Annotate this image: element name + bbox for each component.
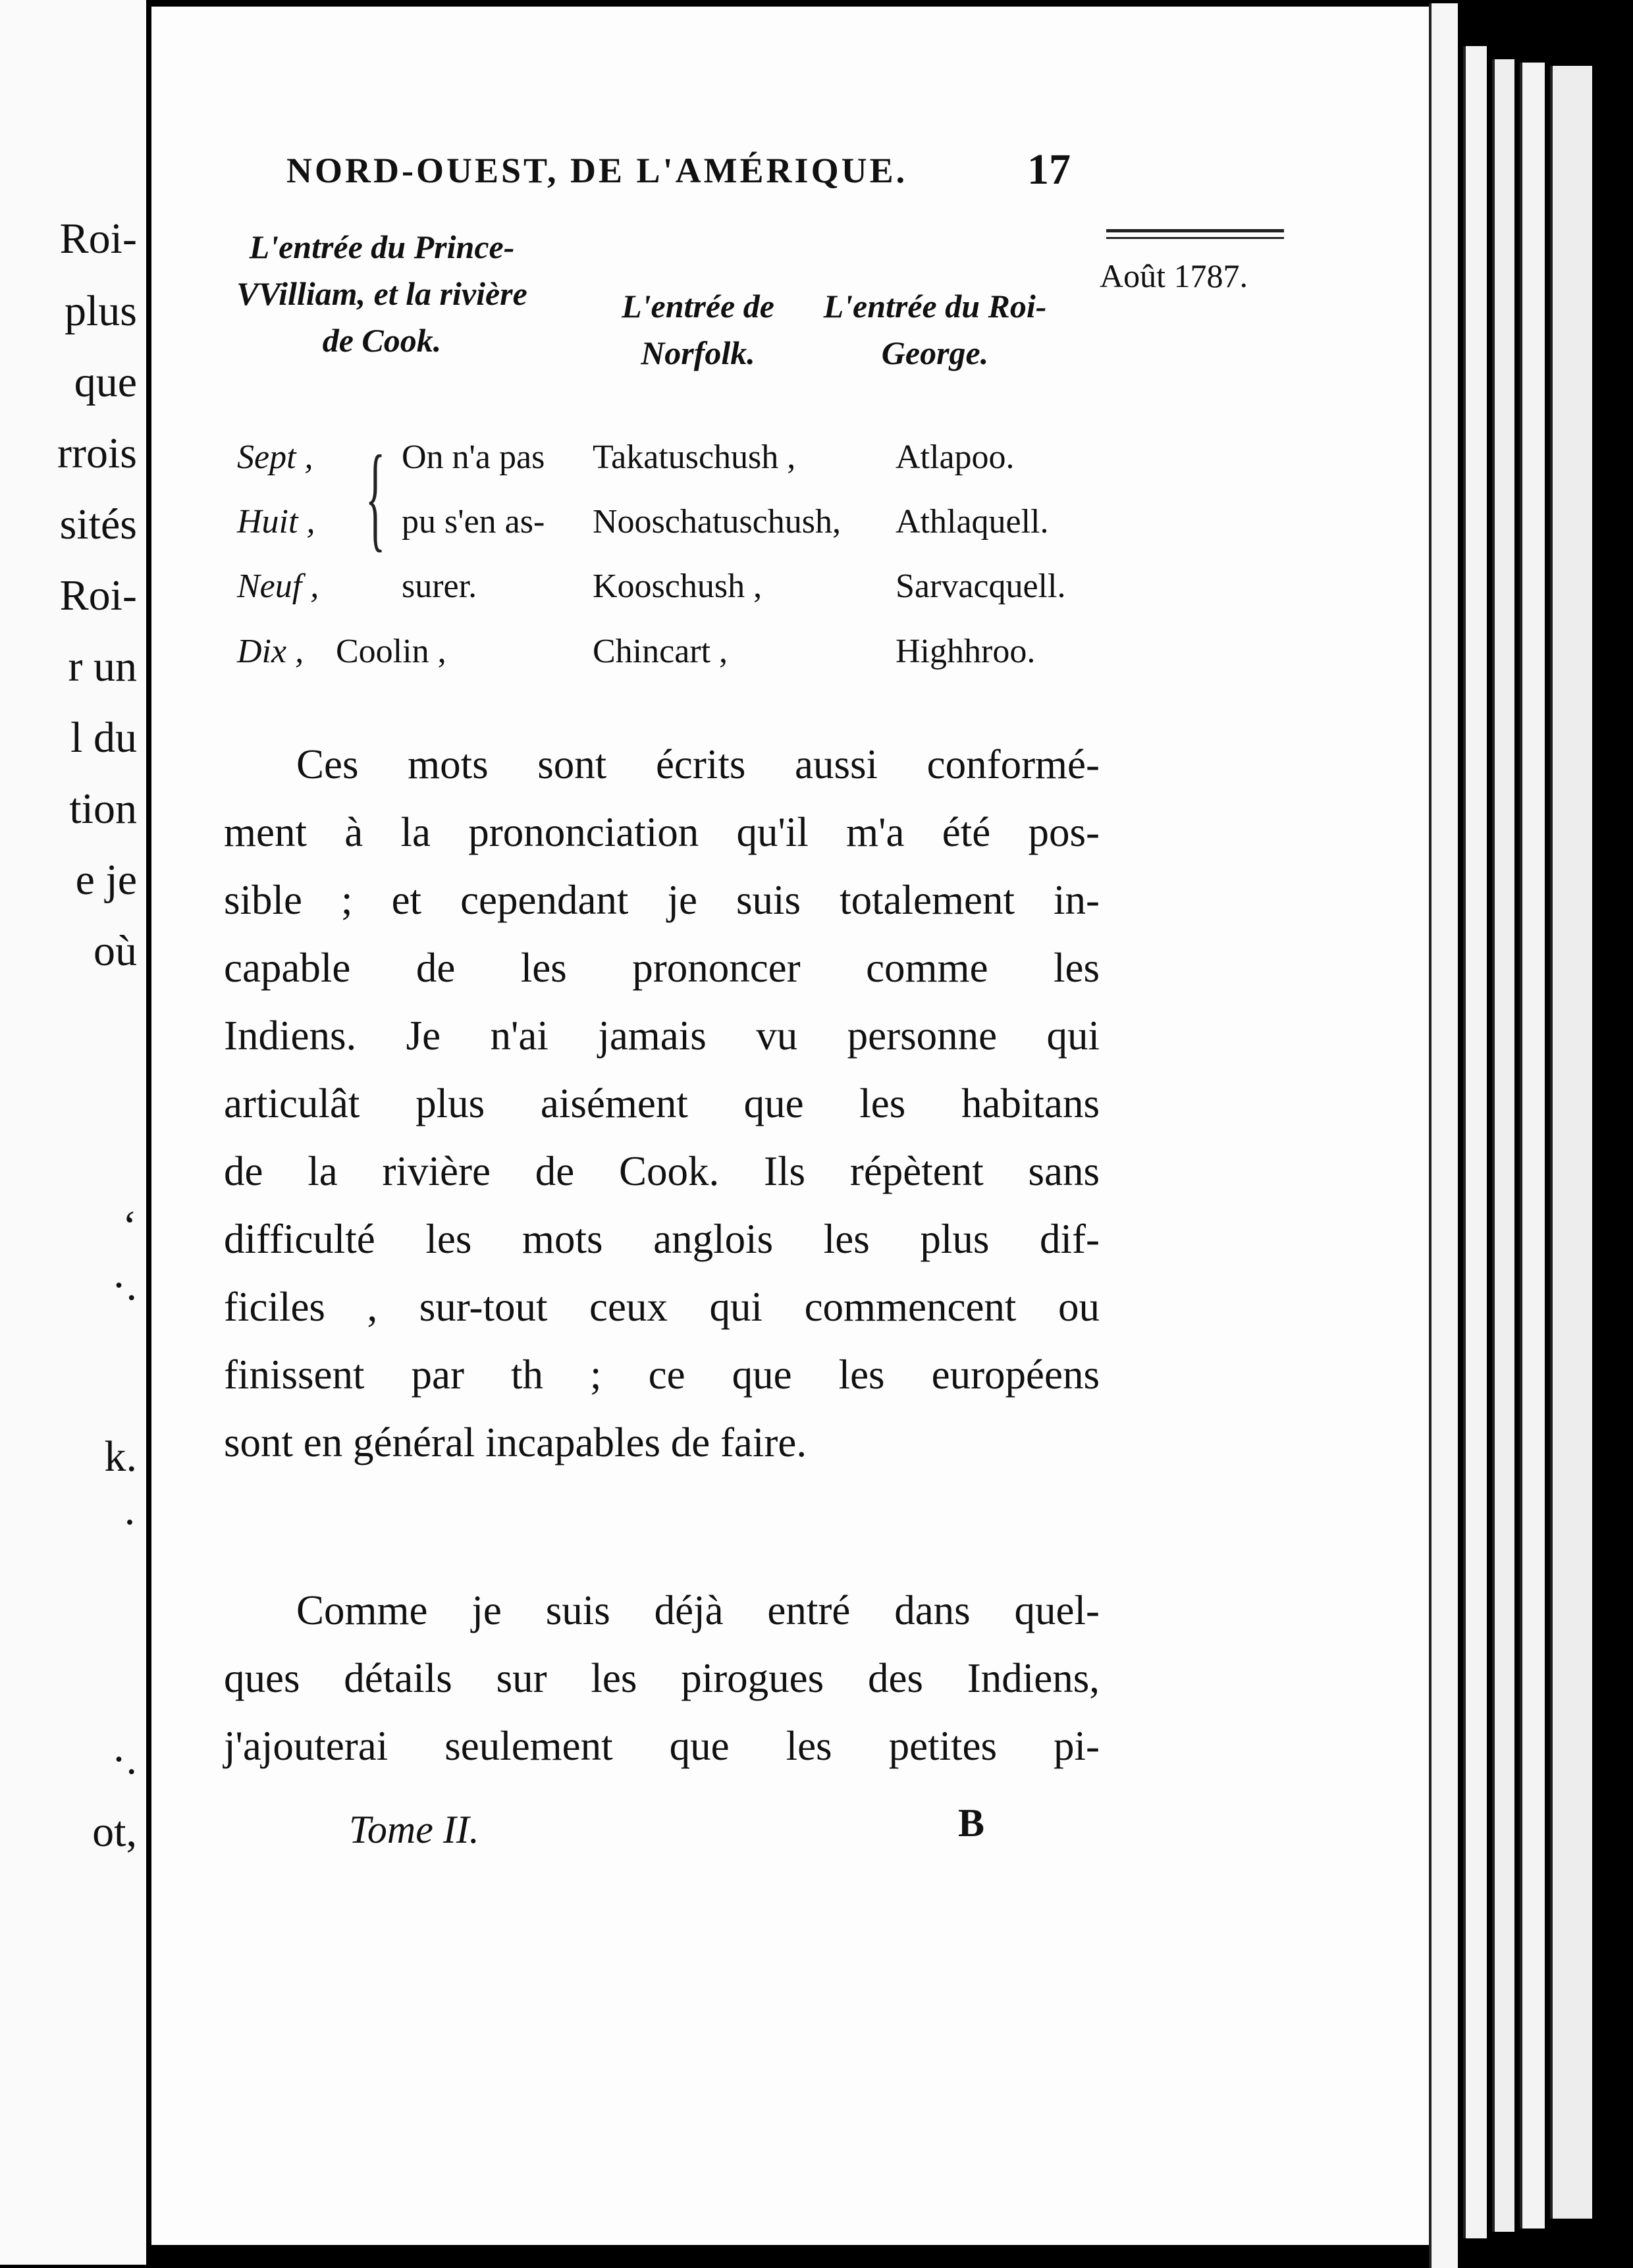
page-number: 17 [1027, 145, 1071, 194]
brace-glyph: { [365, 431, 386, 562]
paragraph [224, 1577, 1100, 1780]
column-header-line: L'entrée de [622, 288, 774, 325]
column-header-king-george [803, 283, 1067, 377]
margin-rule [1106, 237, 1284, 239]
page-edge [1520, 63, 1545, 2228]
facing-page-fragment [0, 0, 146, 2265]
column-header-prince-william [204, 224, 560, 364]
vocab-cell-num: Sept , [237, 438, 313, 476]
column-header-line: George. [881, 334, 989, 371]
text-line: difficulté les mots anglois les plus dif- [224, 1216, 1100, 1262]
text-line: Ces mots sont écrits aussi conformé- [296, 741, 1100, 787]
facing-page-text: tion [69, 785, 137, 833]
facing-page-text: l du [70, 714, 137, 762]
vocab-cell-num: Dix , [237, 633, 304, 670]
facing-page-text: Roi- [59, 571, 137, 620]
text-line: articulât plus aisément que les habitans [224, 1080, 1100, 1126]
text-line: ques détails sur les pirogues des Indiens, [224, 1655, 1100, 1701]
vocab-cell-george: Atlapoo. [896, 438, 1015, 476]
footer-signature-mark: B [958, 1801, 985, 1845]
paragraph [224, 731, 1100, 1477]
page-edge [1492, 59, 1514, 2232]
vocab-cell-george: Highhroo. [896, 633, 1036, 670]
book-page [151, 7, 1429, 2245]
vocab-cell-norfolk: Nooschatuschush, [593, 503, 841, 541]
facing-page-text: ·. [111, 1735, 137, 1783]
facing-page-text: rrois [57, 429, 137, 477]
vocab-cell-prince: pu s'en as- [402, 503, 545, 541]
vocab-cell-prince: On n'a pas [402, 438, 545, 476]
column-header-norfolk [599, 283, 797, 377]
vocab-cell-prince: surer. [402, 567, 477, 605]
footer-volume: Tome II. [349, 1808, 479, 1851]
facing-page-text: r un [68, 643, 137, 691]
page-edge [1463, 46, 1487, 2238]
facing-page-text: ‘ [122, 1202, 137, 1250]
text-line: sont en général incapables de faire. [224, 1419, 807, 1465]
facing-page-text: où [94, 927, 137, 975]
facing-page-text: sités [59, 500, 137, 548]
column-header-line: L'entrée du Prince- [249, 228, 515, 265]
text-line: ficiles , sur-tout ceux qui commencent ou [224, 1284, 1100, 1330]
text-line: Comme je suis déjà entré dans quel- [296, 1587, 1100, 1633]
margin-date: Août 1787. [1100, 257, 1248, 294]
vocab-cell-norfolk: Chincart , [593, 633, 728, 670]
vocab-cell-num: Neuf , [237, 567, 319, 605]
vocab-cell-norfolk: Takatuschush , [593, 438, 796, 476]
facing-page-text: que [74, 358, 137, 406]
facing-page-text: plus [64, 287, 137, 335]
page-edges [1429, 0, 1633, 2265]
column-header-line: VVilliam, et la rivière [236, 275, 527, 312]
running-head: NORD-OUEST, DE L'AMÉRIQUE. [286, 151, 908, 190]
column-header-line: Norfolk. [641, 334, 755, 371]
text-line: de la rivière de Cook. Ils répètent sans [224, 1148, 1100, 1194]
text-line: capable de les prononcer comme les [224, 945, 1100, 991]
vocab-cell-george: Athlaquell. [896, 503, 1049, 541]
vocab-cell-num: Huit , [237, 503, 315, 541]
margin-rule [1106, 229, 1284, 232]
facing-page-text: k. [104, 1433, 137, 1481]
facing-page-text: · [122, 1498, 137, 1546]
page-edge [1550, 66, 1592, 2219]
vocab-cell-george: Sarvacquell. [896, 567, 1066, 605]
facing-page-text: ·. [111, 1261, 137, 1309]
facing-page-text: Roi- [59, 215, 137, 263]
column-header-line: de Cook. [322, 322, 442, 359]
text-line: finissent par th ; ce que les européens [224, 1352, 1100, 1398]
facing-page-text: e je [75, 856, 137, 904]
text-line: sible ; et cependant je suis totalement in- [224, 877, 1100, 923]
vocab-cell-norfolk: Kooschush , [593, 567, 763, 605]
vocab-cell-prince: Coolin , [336, 633, 446, 670]
page-edge [1429, 3, 1458, 2268]
text-line: ment à la prononciation qu'il m'a été pos- [224, 809, 1100, 855]
text-line: j'ajouterai seulement que les petites pi- [224, 1723, 1100, 1769]
text-line: Indiens. Je n'ai jamais vu personne qui [224, 1013, 1100, 1059]
column-header-line: L'entrée du Roi- [823, 288, 1047, 325]
facing-page-text: ot, [92, 1808, 137, 1856]
